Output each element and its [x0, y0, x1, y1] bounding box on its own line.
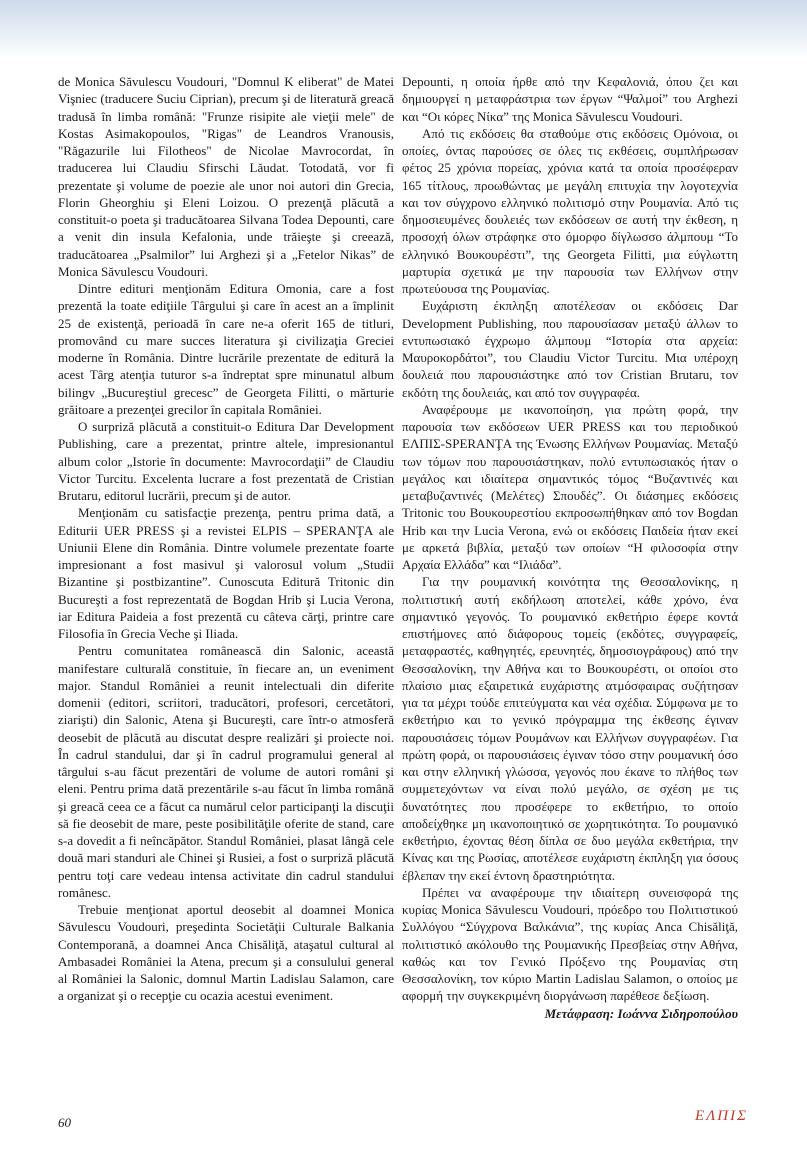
paragraph: Menţionăm cu satisfacţie prezenţa, pentru prima dată, a Editurii UER PRESS şi a revistei ELPIS – SPERANŢA ale Uniunii Elene din România. Dintre volumele prezentate foarte impresionant a fost masivul şi valorosul volum „Studii Bizantine şi postbizantine”. Cunoscuta Editură Tritonic din Bucureşti a fost reprezentată de Bogdan Hrib şi Lucia Verona, iar Editura Paideia a fost prezentă cu câteva cărţi, printre care Filosofia în Grecia Veche şi Iliada. [58, 505, 394, 641]
page-number: 60 [58, 1115, 71, 1130]
paragraph: Για την ρουμανική κοινότητα της Θεσσαλονίκης, η πολιτιστική αυτή εκδήλωση αποτελεί, κάθε χρόνο, ένα σημαντικό γεγονός. Το ρουμανικό εκθετήριο έφερε κοντά επιστήμονες από διάφορους τομείς (εκδότες, συγγραφείς, μεταφραστές, καθηγητές, ερευνητές, δημοσιογράφους) από την Θεσσαλονίκη, την Αθήνα και το Βουκουρέστι, οι οποίοι στο πλαίσιο μιας εξαιρετικά ευχάριστης ατμόσφαιρας συζήτησαν για τα μέχρι τούδε επιτεύγματα και νέα σχέδια. Σύμφωνα με το εκθετήριο και το γενικό πρόγραμμα της έκθεσης έγιναν παρουσιάσεις τόμων Ρουμάνων και Ελλήνων συγγραφέων. Για πρώτη φορά, οι παρουσιάσεις έγιναν τόσο στην ρουμανική όσο και στην ελληνική γλώσσα, γεγονός που έκανε το πλήθος των συμμετεχόντων να είναι πολύ μεγάλο, σε σχέση με τις δυνατότητες που προσέφερε το εκθετήριο, το οποίο αποδείχθηκε μη ικανοποιητικό σε χωρητικότητα. Το ρουμανικό εκθετήριο, έχοντας θέση δίπλα σε δυο μεγάλα εκθετήρια, την Κίνας και της Ρωσίας, αποτέλεσε ευχάριστη έκπληξη για όσους έβλεπαν την εκεί έντονη δραστηριότητα. [402, 574, 738, 883]
left-column [58, 73, 394, 1005]
translator-signature: Μετάφραση: Ιωάννα Σιδηροπούλου [544, 1005, 738, 1021]
paragraph: Depounti, η οποία ήρθε από την Κεφαλονιά, όπου ζει και δημιουργεί η μεταφράστρια των έργων “Ψαλμοί” του Arghezi και “Οι κόρες Νίκα” της Monica Săvulescu Voudouri. [402, 74, 738, 124]
paragraph: Από τις εκδόσεις θα σταθούμε στις εκδόσεις Ομόνοια, οι οποίες, όντας παρούσες σε όλες τις εκθέσεις, συμπλήρωσαν φέτος 25 χρόνια πορείας, χρόνια κατά τα οποία προσέφεραν 165 τίτλους, προωθώντας με μεγάλη επιτυχία την λογοτεχνία και τον σύγχρονο ελληνικό πολιτισμό στην Ρουμανία. Από τις δημοσιευμένες δουλειές των εκδόσεων σε αυτή την έκθεση, η προσοχή όλων στράφηκε στο όμορφο δίγλωσσο άλμπουμ “Το ελληνικό Βουκουρέστι”, της Georgeta Filitti, μια εύγλωττη μαρτυρία σχετικά με την παρουσία των Ελλήνων στην πρωτεύουσα της Ρουμανίας. [402, 125, 738, 296]
paragraph: de Monica Săvulescu Voudouri, "Domnul K eliberat" de Matei Vişniec (traducere Suciu Ciprian), precum şi de literatură greacă tradusă în limba română: "Frunze risipite ale vieţii mele" de Kostas Asimakopoulos, "Rigas" de Leandros Vranousis, "Răgazurile lui Filotheos" de Nicolae Mavrocordat, în traducerea lui Claudiu Sfirschi Lăudat. Totodată, vor fi prezentate şi volume de poezie ale unor noi autori din Grecia, Florin Gheorghiu şi Eleni Loizou. O prezenţă plăcută a constituit-o poeta şi traducătoarea Silvana Todea Depounti, care a venit din insula Kefalonia, unde trăieşte şi creează, traducătoarea „Psalmilor” lui Arghezi şi a „Fetelor Nikas” de Monica Săvulescu Voudouri. [58, 74, 394, 279]
paragraph: O surpriză plăcută a constituit-o Editura Dar Development Publishing, care a prezentat, printre altele, impresionantul album color „Istorie în documente: Mavrocordaţii” de Claudiu Victor Turcitu. Excelenta lucrare a fost prezentată de Cristian Brutaru, editorul lucrării, precum şi de autor. [58, 419, 394, 503]
running-title: ΕΛΠΙΣ [695, 1108, 748, 1124]
paragraph: Pentru comunitatea românească din Salonic, această manifestare culturală constituie, în fiecare an, un eveniment major. Standul României a reunit intelectuali din diferite domenii (editori, scriitori, traducători, profesori, cercetători, ziarişti) din Salonic, Atena şi Bucureşti, care într-o atmosferă deosebit de plăcută au discutat despre realizări şi proiecte noi. În cadrul standului, dar şi în cadrul programului general al târgului s-au făcut prezentări de volume de autori români şi eleni. Pentru prima dată prezentările s-au făcut în limba română şi greacă ceea ce a făcut ca numărul celor participanţi la discuţii să fie deosebit de mare, peste posibilităţile oferite de stand, care s-a dovedit a fi neîncăpător. Standul României, plasat lângă cele două mari standuri ale Chinei şi Rusiei, a fost o surpriză plăcută pentru toţi care vedeau intensa activitate din cadrul standului românesc. [58, 643, 394, 900]
right-column [402, 73, 738, 1022]
paragraph: Πρέπει να αναφέρουμε την ιδιαίτερη συνεισφορά της κυρίας Monica Săvulescu Voudouri, πρόεδρο του Πολιτιστικού Συλλόγου “Σύγχρονα Βαλκάνια”, της κυρίας Anca Chisăliţă, πολιτιστικό ακόλουθο της Ρουμανικής Πρεσβείας στην Αθήνα, καθώς και τον Γενικό Πρόξενο της Ρουμανίας στη Θεσσαλονίκη, τον κύριο Martin Ladislau Salamon, ο οποίος με αφορμή την συγκεκριμένη διοργάνωση παρέθεσε δεξίωση. [402, 884, 738, 1004]
paragraph: Dintre edituri menţionăm Editura Omonia, care a fost prezentă la toate ediţiile Târgului şi care în acest an a împlinit 25 de existenţă, perioadă în care ne-a oferit 165 de titluri, promovând cu mare succes literatura şi civilizaţia Greciei moderne în România. Dintre lucrările prezentate de editură la acest Târg atenţia tuturor s-a îndreptat spre minunatul album bilingv „Bucureştiul grecesc” de Georgeta Filitti, o mărturie grăitoare a prezenţei grecilor în capitala României. [58, 281, 394, 417]
paragraph: Ευχάριστη έκπληξη αποτέλεσαν οι εκδόσεις Dar Development Publishing, που παρουσίασαν μεταξύ άλλων το εντυπωσιακό έγχρωμο άλμπουμ “Ιστορία στα αρχεία: Μαυροκορδάτοι”, του Claudiu Victor Turcitu. Μια υπέροχη δουλειά που παρουσιάστηκε από τον Cristian Brutaru, τον εκδότη της δουλειάς, και από τον συγγραφέα. [402, 298, 738, 400]
paragraph: Trebuie menţionat aportul deosebit al doamnei Monica Săvulescu Voudouri, preşedinta Societăţii Culturale Balkania Contemporană, a doamnei Anca Chisăliţă, ataşatul cultural al Ambasadei României la Atena, precum şi a consulului general al României la Salonic, domnul Martin Ladislau Salamon, care a organizat şi o recepţie cu ocazia acestui eveniment. [58, 902, 394, 1004]
header-band [0, 0, 807, 58]
paragraph: Αναφέρουμε με ικανοποίηση, για πρώτη φορά, την παρουσία των εκδόσεων UER PRESS και του περιοδικού ΕΛΠΙΣ-SPERANŢA της Ένωσης Ελλήνων Ρουμανίας. Μεταξύ των τόμων που παρουσιάστηκαν, πολύ εντυπωσιακός ήταν ο μεγάλος και ιδιαίτερα σημαντικός τόμος “Βυζαντινές και μεταβυζαντινές (Μελέτες) Σπουδές”. Οι διάσημες εκδόσεις Tritonic του Βουκουρεστίου εκπροσωπήθηκαν από τον Bogdan Hrib και την Lucia Verona, ενώ οι εκδόσεις Παιδεία ήταν εκεί με αρκετά βιβλία, μεταξύ των οποίων “Η φιλοσοφία στην Αρχαία Ελλάδα” και “Ιλιάδα”. [402, 401, 738, 572]
